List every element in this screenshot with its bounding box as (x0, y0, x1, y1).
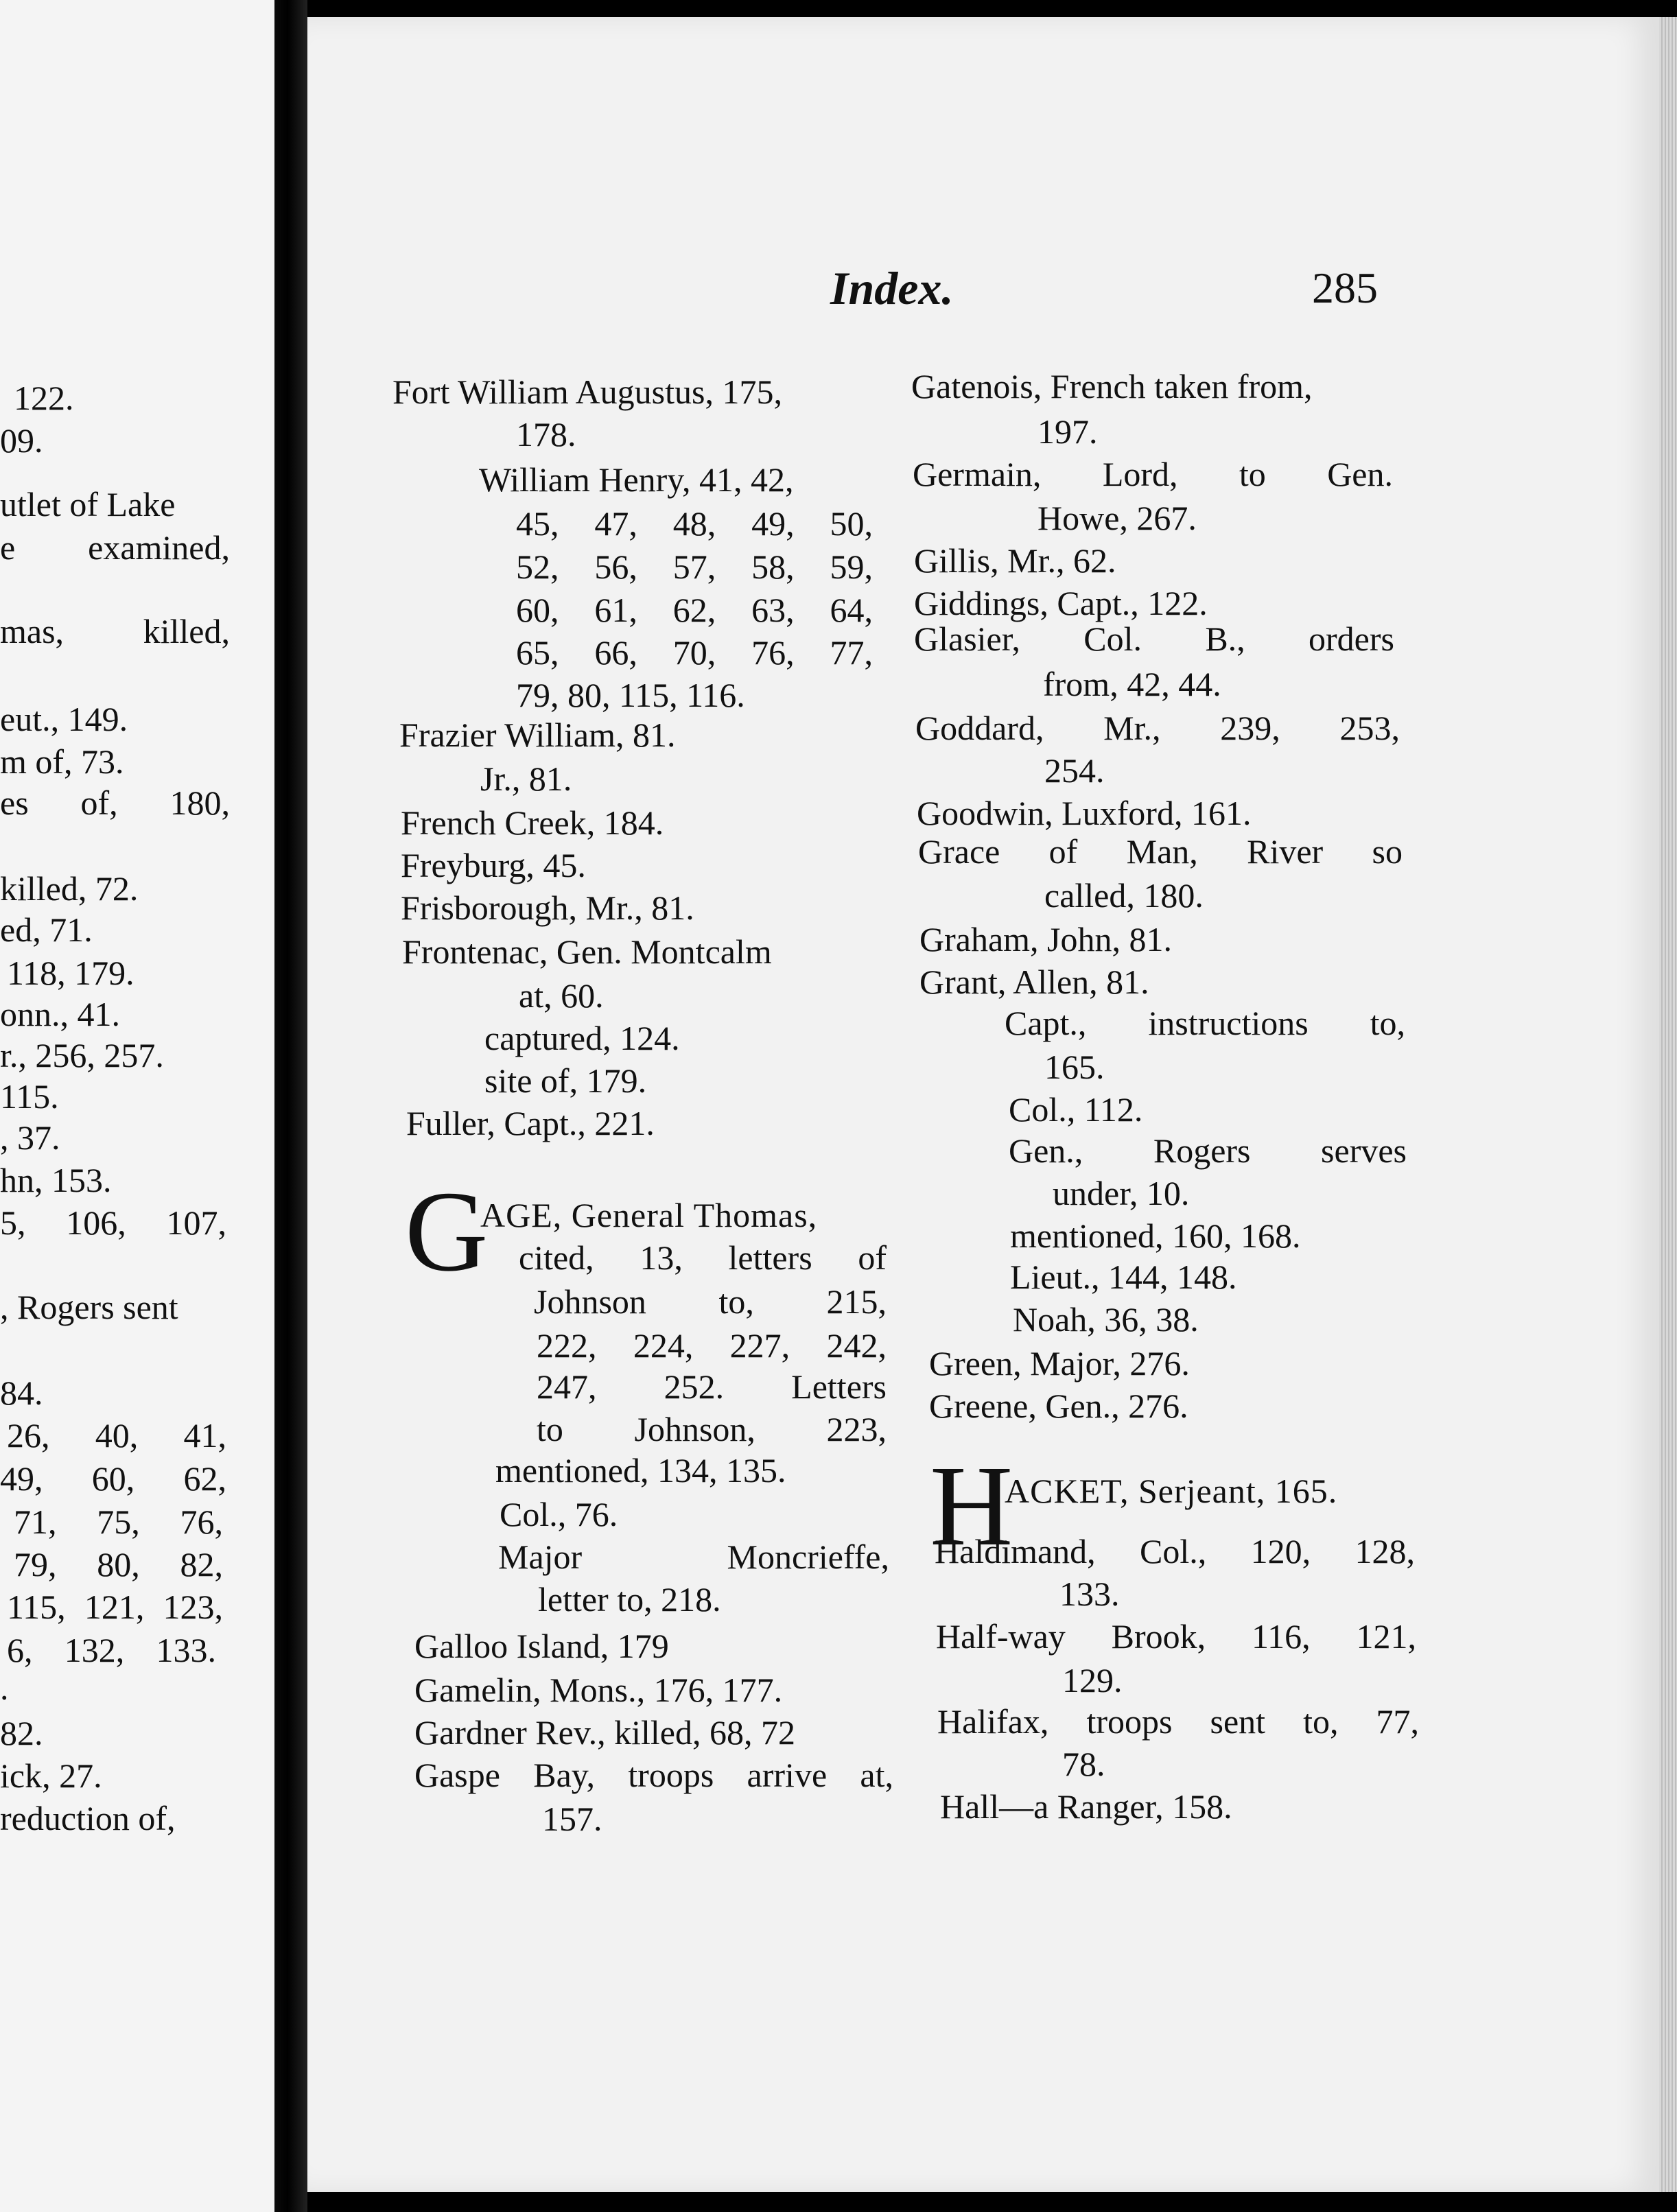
drop-cap-g: G (405, 1168, 489, 1295)
index-subentry: Major Moncrieffe, (498, 1538, 889, 1576)
left-line: . (0, 1669, 9, 1707)
left-line: 09. (0, 421, 43, 460)
page-number: 285 (1312, 263, 1378, 312)
left-line: utlet of Lake (0, 485, 176, 523)
index-entry: Gatenois, French taken from, (911, 367, 1313, 405)
left-line: 5, 106, 107, (0, 1203, 226, 1242)
left-line: hn, 153. (0, 1161, 112, 1199)
left-line: onn., 41. (0, 995, 120, 1033)
left-line: 26, 40, 41, (7, 1416, 226, 1455)
index-subline: 165. (1044, 1048, 1105, 1086)
index-subentry: Gen., Rogers serves (1009, 1131, 1407, 1170)
index-entry: Freyburg, 45. (401, 846, 586, 884)
index-subline: 45, 47, 48, 49, 50, (516, 504, 873, 543)
index-entry: Goddard, Mr., 239, 253, (915, 709, 1400, 747)
index-subline: 157. (542, 1800, 602, 1838)
index-subline: cited, 13, letters of (519, 1238, 887, 1277)
index-entry: Giddings, Capt., 122. (914, 584, 1208, 622)
left-line: ed, 71. (0, 910, 93, 949)
index-subentry: Jr., 81. (480, 760, 572, 798)
left-line: 49, 60, 62, (0, 1459, 226, 1498)
index-subline: 197. (1037, 412, 1098, 451)
index-subline: 79, 80, 115, 116. (516, 676, 745, 714)
index-subentry: Lieut., 144, 148. (1010, 1258, 1237, 1296)
index-subline: called, 180. (1044, 876, 1204, 915)
left-line: es of, 180, (0, 784, 230, 822)
index-entry: Hall—a Ranger, 158. (940, 1787, 1232, 1826)
index-entry: AGE, General Thomas, (480, 1196, 818, 1234)
index-entry: Graham, John, 81. (919, 920, 1172, 958)
index-entry: Green, Major, 276. (929, 1344, 1190, 1382)
index-entry: Gillis, Mr., 62. (914, 541, 1116, 580)
left-line: 115, 121, 123, (7, 1588, 223, 1626)
index-subline: 52, 56, 57, 58, 59, (516, 548, 873, 586)
index-subentry: mentioned, 134, 135. (495, 1451, 786, 1490)
left-line: , 37. (0, 1118, 60, 1157)
left-line: killed, 72. (0, 869, 139, 908)
book-gutter (274, 0, 307, 2212)
left-line: m of, 73. (0, 742, 124, 781)
index-subline: 254. (1044, 751, 1105, 790)
index-entry: Frontenac, Gen. Montcalm (402, 932, 772, 971)
page-edge (1659, 17, 1677, 2192)
left-line: e examined, (0, 528, 230, 567)
left-line: r., 256, 257. (0, 1036, 164, 1074)
index-subline: 78. (1062, 1745, 1105, 1783)
left-line: 115. (0, 1077, 59, 1116)
left-line: 79, 80, 82, (14, 1545, 223, 1584)
index-entry: Half-way Brook, 116, 121, (936, 1617, 1416, 1656)
index-subline: to Johnson, 223, (537, 1410, 887, 1448)
index-entry: Germain, Lord, to Gen. (913, 455, 1393, 493)
index-subline: letter to, 218. (538, 1580, 721, 1619)
index-subline: 247, 252. Letters (537, 1367, 887, 1406)
left-line: 71, 75, 76, (14, 1503, 223, 1541)
index-entry: Gamelin, Mons., 176, 177. (414, 1671, 783, 1709)
index-entry: Greene, Gen., 276. (929, 1387, 1188, 1425)
index-entry: Fuller, Capt., 221. (406, 1104, 655, 1142)
index-subline: 129. (1062, 1661, 1123, 1699)
index-subentry: Col., 112. (1009, 1090, 1143, 1129)
left-line: 122. (14, 379, 74, 417)
index-subline: Howe, 267. (1037, 499, 1197, 537)
index-entry: Fort William Augustus, 175, (392, 373, 782, 411)
index-entry: Grace of Man, River so (918, 832, 1403, 871)
index-subline: from, 42, 44. (1043, 665, 1221, 703)
left-line: reduction of, (0, 1799, 176, 1837)
index-entry: Goodwin, Luxford, 161. (917, 794, 1252, 832)
index-subline: 60, 61, 62, 63, 64, (516, 591, 873, 629)
left-line: 118, 179. (7, 954, 134, 992)
index-subentry: Noah, 36, 38. (1013, 1300, 1199, 1339)
left-line: 82. (0, 1714, 43, 1752)
left-line: 6, 132, 133. (7, 1631, 216, 1669)
index-entry: Gaspe Bay, troops arrive at, (414, 1756, 893, 1794)
index-entry: Gardner Rev., killed, 68, 72 (414, 1713, 795, 1752)
index-entry: Frisborough, Mr., 81. (401, 889, 694, 927)
index-subline: under, 10. (1053, 1174, 1190, 1212)
index-subline: 133. (1059, 1575, 1120, 1613)
index-entry: Haldimand, Col., 120, 128, (935, 1532, 1415, 1570)
index-entry: Glasier, Col. B., orders (914, 620, 1394, 658)
index-subentry: site of, 179. (484, 1061, 647, 1100)
index-entry: French Creek, 184. (401, 803, 664, 842)
index-subentry: William Henry, 41, 42, (479, 460, 794, 499)
left-page-fragment (0, 0, 274, 2212)
running-head-title: Index. (830, 262, 954, 314)
drop-cap-h: H (930, 1442, 1013, 1570)
index-entry: ACKET, Serjeant, 165. (1005, 1472, 1338, 1510)
index-entry: Galloo Island, 179 (414, 1627, 669, 1665)
index-entry: Frazier William, 81. (399, 716, 676, 754)
index-subline: at, 60. (519, 976, 604, 1015)
left-line: 84. (0, 1374, 43, 1412)
index-subline: 178. (516, 415, 576, 454)
left-line: eut., 149. (0, 700, 128, 738)
index-entry: Halifax, troops sent to, 77, (937, 1702, 1419, 1741)
index-subline: 222, 224, 227, 242, (537, 1326, 887, 1365)
index-entry: Grant, Allen, 81. (919, 963, 1149, 1001)
index-subline: Johnson to, 215, (534, 1282, 887, 1321)
index-subentry: Capt., instructions to, (1005, 1004, 1405, 1042)
left-line: ick, 27. (0, 1756, 102, 1795)
index-subentry: Col., 76. (500, 1495, 618, 1533)
left-line: mas, killed, (0, 612, 230, 650)
index-subentry: mentioned, 160, 168. (1010, 1216, 1301, 1255)
index-subentry: captured, 124. (484, 1019, 680, 1057)
index-subline: 65, 66, 70, 76, 77, (516, 633, 873, 672)
left-line: , Rogers sent (0, 1288, 178, 1326)
